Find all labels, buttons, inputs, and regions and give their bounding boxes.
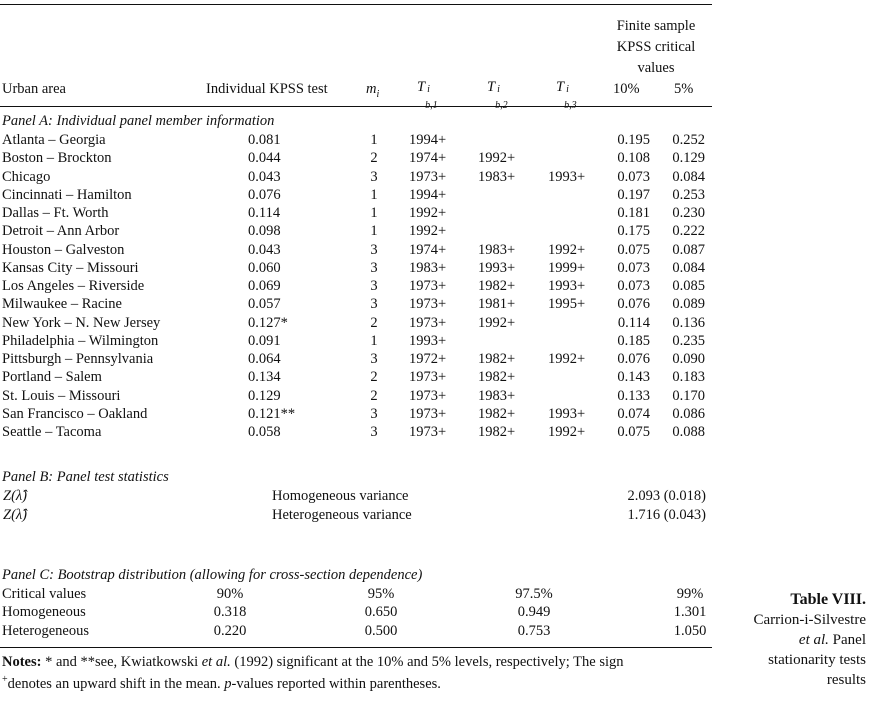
panel-a-cell-t3: 1993+: [548, 168, 586, 185]
panel-a-cell-t2: 1993+: [478, 259, 516, 276]
panel-a-cell-c10: 0.175: [617, 223, 650, 240]
panel-c-r1-v3: 97.5%: [515, 586, 553, 602]
panel-c-label-2: Homogeneous: [2, 604, 86, 620]
panel-a-cell-t1: 1983+: [409, 259, 447, 276]
panel-a-cell-t1: 1973+: [409, 278, 447, 294]
panel-a-cell-c5: 0.235: [672, 332, 705, 349]
panel-a-cell-area: Seattle – Tacoma: [2, 424, 102, 440]
caption-line-4: results: [826, 672, 866, 688]
panel-a-cell-t2: 1982+: [478, 369, 516, 386]
panel-a-cell-c5: 0.222: [672, 223, 705, 240]
header-t2-symbol: T: [487, 79, 496, 95]
panel-b-value-2: 1.716 (0.043): [627, 507, 706, 523]
panel-a-cell-t1: 1974+: [409, 241, 447, 258]
panel-c-r3-v2: 0.500: [364, 623, 398, 639]
panel-a-cell-c10: 0.197: [617, 186, 650, 203]
panel-a-cell-t1: 1973+: [409, 168, 447, 185]
panel-a-cell-area: Milwaukee – Racine: [2, 296, 122, 313]
panel-a-cell-c5: 0.252: [672, 132, 705, 148]
panel-a-cell-c10: 0.181: [617, 205, 650, 221]
panel-a-cell-c10: 0.195: [617, 132, 650, 148]
panel-a-cell-c10: 0.108: [617, 150, 650, 167]
caption-line-3: stationarity tests: [768, 652, 866, 668]
panel-a-cell-m: 2: [370, 314, 378, 331]
header-col-5: 5%: [674, 81, 694, 97]
panel-a-title: Panel A: Individual panel member information: [2, 113, 275, 129]
panel-a-cell-t2: 1982+: [478, 278, 516, 294]
panel-a-cell-t1: 1973+: [409, 296, 447, 313]
panel-a-cell-kpss: 0.069: [248, 278, 281, 294]
header-t2-sup: i: [497, 84, 500, 95]
panel-a-cell-area: St. Louis – Missouri: [2, 387, 121, 404]
panel-a-cell-t3: 1992+: [548, 351, 586, 367]
top-rule: [0, 4, 712, 5]
panel-a-cell-t3: 1992+: [548, 424, 586, 440]
panel-a-cell-c5: 0.129: [672, 150, 705, 167]
panel-a-cell-m: 1: [370, 205, 378, 221]
panel-a-cell-kpss: 0.081: [248, 132, 281, 148]
panel-a-cell-area: Portland – Salem: [2, 369, 102, 386]
table-notes: [2, 653, 714, 693]
panel-a-cell-c5: 0.170: [672, 387, 705, 404]
panel-a-cell-c10: 0.073: [617, 259, 650, 276]
header-t1-symbol: T: [417, 79, 426, 95]
header-kpss: Individual KPSS test: [206, 81, 328, 97]
caption-line-2: [716, 630, 866, 650]
caption-line-1: Carrion-i-Silvestre: [753, 612, 866, 628]
table-caption: [716, 590, 866, 690]
panel-a-cell-c5: 0.183: [672, 369, 705, 386]
panel-c-r1-v4: 99%: [676, 586, 704, 602]
panel-b-label-1: Homogeneous variance: [272, 488, 409, 504]
panel-a-cell-kpss: 0.091: [248, 332, 281, 349]
panel-a-cell-t1: 1993+: [409, 332, 447, 349]
panel-c-r3-v4: 1.050: [673, 623, 707, 639]
panel-a-cell-m: 3: [370, 351, 378, 367]
notes-p: p: [224, 675, 232, 692]
panel-a-cell-t1: 1994+: [409, 186, 447, 203]
panel-a-cell-c10: 0.073: [617, 168, 650, 185]
panel-c-r1-v1: 90%: [216, 586, 244, 602]
panel-a-cell-c10: 0.074: [617, 405, 650, 422]
panel-a-cell-area: San Francisco – Oakland: [2, 405, 148, 422]
panel-c-r2-v1: 0.318: [213, 604, 247, 620]
panel-a-cell-t2: 1983+: [478, 168, 516, 185]
panel-a-cell-c10: 0.143: [617, 369, 650, 386]
header-rule: [0, 106, 712, 107]
panel-a-cell-t1: 1973+: [409, 369, 447, 386]
panel-a-cell-m: 2: [370, 387, 378, 404]
panel-a-cell-kpss: 0.058: [248, 424, 281, 440]
panel-a-cell-t1: 1973+: [409, 424, 447, 440]
panel-a-cell-area: Atlanta – Georgia: [2, 132, 106, 148]
panel-a-cell-c5: 0.086: [672, 405, 705, 422]
panel-a-cell-m: 3: [370, 168, 378, 185]
panel-a-cell-m: 1: [370, 223, 378, 240]
panel-a-cell-kpss: 0.076: [248, 186, 281, 203]
panel-a-cell-area: Cincinnati – Hamilton: [2, 186, 132, 203]
panel-a-cell-t2: 1982+: [478, 351, 516, 367]
header-m: [366, 80, 379, 104]
panel-a-cell-m: 2: [370, 150, 378, 167]
panel-a-cell-kpss: 0.043: [248, 168, 281, 185]
panel-a-cell-c5: 0.230: [672, 205, 705, 221]
panel-a-cell-m: 3: [370, 296, 378, 313]
panel-a-cell-kpss: 0.060: [248, 259, 281, 276]
notes-part-1: * and **see, Kwiatkowski: [41, 654, 202, 670]
panel-a-cell-t3: 1995+: [548, 296, 586, 313]
panel-a-cell-kpss: 0.121**: [248, 405, 296, 422]
header-t3-sub: b,3: [564, 100, 577, 111]
panel-a-cell-area: Houston – Galveston: [2, 241, 125, 258]
panel-a-cell-c10: 0.073: [617, 278, 650, 294]
panel-a-cell-area: Dallas – Ft. Worth: [2, 205, 109, 221]
panel-a-cell-c10: 0.133: [617, 387, 650, 404]
panel-a-cell-c5: 0.088: [672, 424, 705, 440]
panel-a-cell-kpss: 0.129: [248, 387, 281, 404]
panel-a-cell-area: New York – N. New Jersey: [2, 314, 161, 331]
panel-c-r3-v3: 0.753: [517, 623, 551, 639]
panel-a-cell-c10: 0.075: [617, 241, 650, 258]
panel-a-cell-kpss: 0.098: [248, 223, 281, 240]
panel-a-cell-kpss: 0.043: [248, 241, 281, 258]
panel-a-cell-c5: 0.085: [672, 278, 705, 294]
panel-a-cell-t2: 1983+: [478, 387, 516, 404]
panel-a-cell-t1: 1973+: [409, 405, 447, 422]
panel-a-cell-t2: 1983+: [478, 241, 516, 258]
header-t1: [417, 78, 443, 111]
header-t3-sup: i: [566, 84, 569, 95]
panel-a-cell-m: 3: [370, 241, 378, 258]
panel-a-cell-area: Los Angeles – Riverside: [2, 278, 145, 294]
notes-etal: et al.: [201, 654, 231, 670]
panel-a-cell-t2: 1992+: [478, 150, 516, 167]
panel-c-r2-v3: 0.949: [517, 604, 551, 620]
notes-line-1: [2, 653, 714, 671]
panel-a-cell-c10: 0.076: [617, 351, 650, 367]
notes-part-2: (1992) significant at the 10% and 5% levels, respectively; The sign: [230, 654, 624, 670]
caption-line-2-rest: Panel: [828, 632, 866, 648]
notes-label: Notes:: [2, 654, 42, 670]
header-urban-area: Urban area: [2, 81, 66, 97]
panel-a-cell-m: 3: [370, 259, 378, 276]
panel-a-cell-m: 3: [370, 278, 378, 294]
panel-a-cell-m: 1: [370, 132, 378, 148]
panel-a-cell-t3: 1999+: [548, 259, 586, 276]
panel-a-cell-c10: 0.076: [617, 296, 650, 313]
panel-a-cell-t2: 1981+: [478, 296, 516, 313]
panel-b-title: Panel B: Panel test statistics: [2, 469, 169, 485]
panel-a-cell-c10: 0.075: [617, 424, 650, 440]
panel-a-cell-area: Pittsburgh – Pennsylvania: [2, 351, 154, 367]
header-t2: [487, 78, 513, 111]
panel-a-cell-kpss: 0.044: [248, 150, 281, 167]
panel-a-cell-c5: 0.253: [672, 186, 705, 203]
panel-a-cell-c5: 0.084: [672, 168, 705, 185]
panel-a-cell-area: Kansas City – Missouri: [2, 259, 139, 276]
panel-a-cell-m: 1: [370, 186, 378, 203]
panel-c-label-1: Critical values: [2, 586, 87, 602]
panel-a-cell-t2: 1992+: [478, 314, 516, 331]
panel-a-cell-c5: 0.084: [672, 259, 705, 276]
panel-a-cell-kpss: 0.057: [248, 296, 281, 313]
panel-a-cell-area: Boston – Brockton: [2, 150, 112, 167]
panel-a-cell-m: 1: [370, 332, 378, 349]
panel-a-cell-t2: 1982+: [478, 424, 516, 440]
notes-line-2: [2, 671, 714, 693]
panel-a-cell-c10: 0.185: [617, 332, 650, 349]
panel-a-cell-kpss: 0.064: [248, 351, 281, 367]
header-finite-2: KPSS critical: [616, 39, 696, 55]
panel-b-stat-1: Z(λ̂): [3, 488, 28, 504]
panel-a-cell-t1: 1973+: [409, 314, 447, 331]
panel-a-cell-c10: 0.114: [617, 314, 650, 331]
header-m-symbol: m: [366, 81, 377, 97]
panel-a-cell-kpss: 0.134: [248, 369, 281, 386]
caption-etal: et al.: [798, 632, 829, 648]
header-t1-sup: i: [427, 84, 430, 95]
notes-plus: +: [2, 674, 8, 685]
panel-c-title: Panel C: Bootstrap distribution (allowing for cross-section dependence): [2, 567, 423, 583]
header-t2-sub: b,2: [495, 100, 508, 111]
notes-part-3: denotes an upward shift in the mean.: [7, 675, 225, 692]
panel-a-cell-t3: 1993+: [548, 278, 586, 294]
panel-a-cell-kpss: 0.127*: [248, 314, 288, 331]
panel-b-value-1: 2.093 (0.018): [627, 488, 706, 504]
panel-a-cell-c5: 0.089: [672, 296, 705, 313]
header-finite-1: Finite sample: [616, 18, 696, 34]
panel-a-cell-t1: 1992+: [409, 205, 447, 221]
panel-a-cell-m: 2: [370, 369, 378, 386]
panel-a-cell-area: Philadelphia – Wilmington: [2, 332, 159, 349]
panel-a-cell-t1: 1973+: [409, 387, 447, 404]
panel-a-cell-t1: 1972+: [409, 351, 447, 367]
panel-a-cell-t3: 1992+: [548, 241, 586, 258]
panel-a-cell-t1: 1974+: [409, 150, 447, 167]
caption-table-number: Table VIII.: [790, 591, 866, 608]
header-t3-symbol: T: [556, 79, 565, 95]
panel-a-cell-area: Detroit – Ann Arbor: [2, 223, 120, 240]
header-t1-sub: b,1: [425, 100, 438, 111]
panel-a-cell-c5: 0.087: [672, 241, 705, 258]
header-m-sub: i: [376, 88, 380, 100]
panel-a-cell-kpss: 0.114: [248, 205, 281, 221]
panel-a-cell-t1: 1992+: [409, 223, 447, 240]
panel-c-label-3: Heterogeneous: [2, 623, 89, 639]
panel-c-r2-v4: 1.301: [673, 604, 707, 620]
panel-a-cell-t3: 1993+: [548, 405, 586, 422]
header-t3: [556, 78, 582, 111]
panel-a-cell-area: Chicago: [2, 168, 51, 185]
header-col-10: 10%: [613, 81, 640, 97]
panel-a-cell-c5: 0.090: [672, 351, 705, 367]
panel-a-cell-c5: 0.136: [672, 314, 705, 331]
panel-a-cell-t1: 1994+: [409, 132, 447, 148]
panel-b-label-2: Heterogeneous variance: [272, 507, 412, 523]
bottom-rule: [0, 647, 712, 648]
panel-c-r3-v1: 0.220: [213, 623, 247, 639]
notes-part-4: -values reported within parentheses.: [231, 675, 441, 692]
panel-b-stat-2: Z(λ̂): [3, 507, 28, 523]
panel-a-cell-m: 3: [370, 424, 378, 440]
panel-c-r1-v2: 95%: [367, 586, 395, 602]
panel-a-cell-m: 3: [370, 405, 378, 422]
panel-a-cell-t2: 1982+: [478, 405, 516, 422]
header-finite-3: values: [637, 60, 675, 76]
panel-c-r2-v2: 0.650: [364, 604, 398, 620]
